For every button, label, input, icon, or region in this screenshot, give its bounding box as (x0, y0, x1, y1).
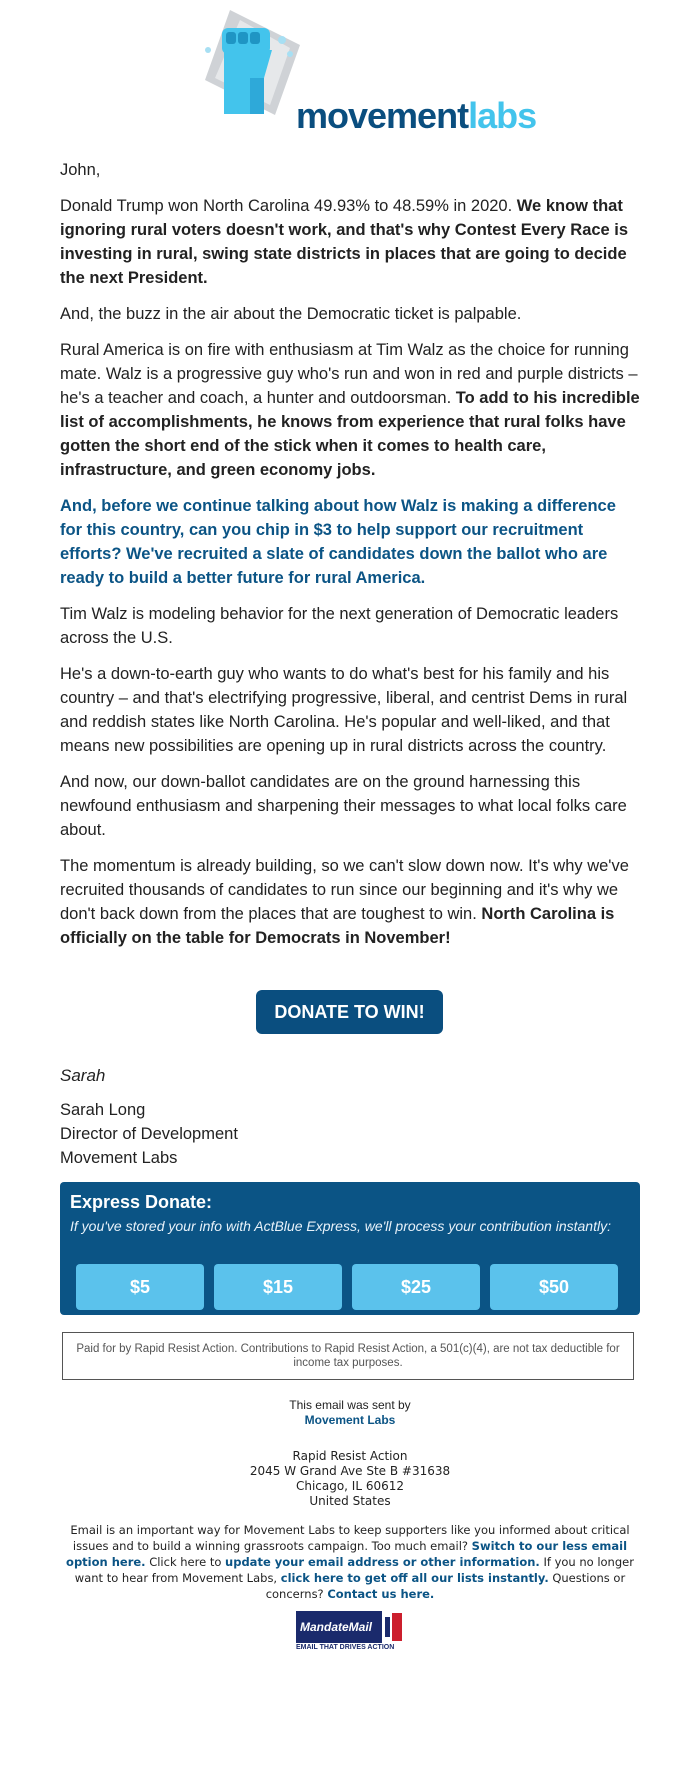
footer-address (0, 1449, 700, 1509)
address-org: Rapid Resist Action (292, 1449, 408, 1463)
donate-amount-15-button[interactable]: $15 (214, 1264, 342, 1310)
paragraph-2: And, the buzz in the air about the Democratic ticket is palpable. (60, 305, 522, 323)
email-body (60, 158, 642, 962)
express-donate-panel (60, 1182, 640, 1315)
p8-text: The momentum is already building, so we can't slow down now. It's why we've recruited thousands of candidates to run since our beginning and it's why we don't back down from the places that are toughest to win. (60, 857, 629, 923)
paragraph-8 (60, 854, 642, 950)
paragraph-5: Tim Walz is modeling behavior for the next generation of Democratic leaders across the U.S. (60, 605, 619, 647)
paragraph-3 (60, 338, 642, 482)
greeting: John, (60, 161, 101, 179)
donate-amount-25-button[interactable]: $25 (352, 1264, 480, 1310)
signature-name: Sarah Long (60, 1101, 146, 1119)
sender-link[interactable]: Movement Labs (304, 1413, 396, 1427)
express-donate-title: Express Donate: (70, 1192, 213, 1212)
p1-text: Donald Trump won North Carolina 49.93% to 48.59% in 2020. (60, 197, 517, 215)
donate-button[interactable]: DONATE TO WIN! (256, 990, 443, 1034)
p3-bold-text: To add to his incredible list of accomplishments, he knows from experience that rural folks have gotten the short end of the stick when it comes to health care, infrastructure, and green economy jobs. (60, 389, 640, 479)
express-donate-subtitle: If you've stored your info with ActBlue Express, we'll process your contribution instantly: (70, 1218, 611, 1234)
footer-sent-by (0, 1398, 700, 1428)
sent-by-label: This email was sent by (289, 1398, 411, 1412)
mandatemail-logo-text: MandateMail (296, 1611, 382, 1643)
donate-amount-50-button[interactable]: $50 (490, 1264, 618, 1310)
mandatemail-tagline: EMAIL THAT DRIVES ACTION (296, 1644, 395, 1651)
fist-logo-icon (190, 10, 310, 120)
flag-icon (382, 1611, 404, 1643)
footer-note-text-4: Questions or concerns? (265, 1571, 626, 1601)
paid-for-disclaimer: Paid for by Rapid Resist Action. Contributions to Rapid Resist Action, a 501(c)(4), are not tax deductible for income tax purposes. (62, 1332, 634, 1380)
signature-org: Movement Labs (60, 1149, 178, 1167)
brand-wordmark (296, 95, 537, 136)
update-info-link[interactable]: update your email address or other information. (225, 1555, 540, 1569)
mandatemail-badge[interactable] (296, 1611, 404, 1653)
footer-note-text-1: Email is an important way for Movement Labs to keep supporters like you informed about critical issues and to build a winning grassroots campaign. Too much email? (70, 1523, 630, 1553)
paragraph-6: He's a down-to-earth guy who wants to do what's best for his family and his country – and that's electrifying progressive, liberal, and centrist Dems in rural and reddish states like North Carolina. He's popular and well-liked, and that means new possibilities are opening up in rural districts across the country. (60, 665, 628, 755)
signature-title: Director of Development (60, 1125, 238, 1143)
donate-amount-5-button[interactable]: $5 (76, 1264, 204, 1310)
footer-note-text-2: Click here to (145, 1555, 226, 1569)
p1-bold-text: We know that ignoring rural voters doesn't work, and that's why Contest Every Race is investing in rural, swing state districts in places that are going to decide the next President. (60, 197, 629, 287)
header-logo (0, 0, 700, 150)
brand-name-part2: labs (468, 95, 537, 136)
paragraph-1 (60, 194, 642, 290)
unsubscribe-link[interactable]: click here to get off all our lists instantly. (280, 1571, 549, 1585)
signature-script: Sarah (60, 1066, 106, 1085)
address-country: United States (309, 1494, 391, 1508)
contact-us-link[interactable]: Contact us here. (327, 1587, 435, 1601)
footer-note (58, 1522, 642, 1602)
less-email-link[interactable]: Switch to our less email option here. (66, 1539, 628, 1569)
paragraph-4-link[interactable]: And, before we continue talking about how Walz is making a difference for this country, can you chip in $3 to help support our recruitment efforts? We've recruited a slate of candidates down the ballot who are ready to build a better future for rural America. (60, 497, 616, 587)
address-street: 2045 W Grand Ave Ste B #31638 (249, 1464, 451, 1478)
signature (60, 1064, 238, 1170)
p3-text: Rural America is on fire with enthusiasm at Tim Walz as the choice for running mate. Walz is a progressive guy who's run and won in red and purple districts – he's a teacher and coach, a hunter and outdoorsman. (60, 341, 638, 407)
paragraph-7: And now, our down-ballot candidates are on the ground harnessing this newfound enthusiasm and sharpening their messages to what local folks care about. (60, 773, 627, 839)
p8-bold-text: North Carolina is officially on the table for Democrats in November! (60, 905, 615, 947)
brand-name-part1: movement (296, 95, 469, 136)
address-city: Chicago, IL 60612 (295, 1479, 405, 1493)
footer-note-text-3: If you no longer want to hear from Movement Labs, (74, 1555, 634, 1585)
